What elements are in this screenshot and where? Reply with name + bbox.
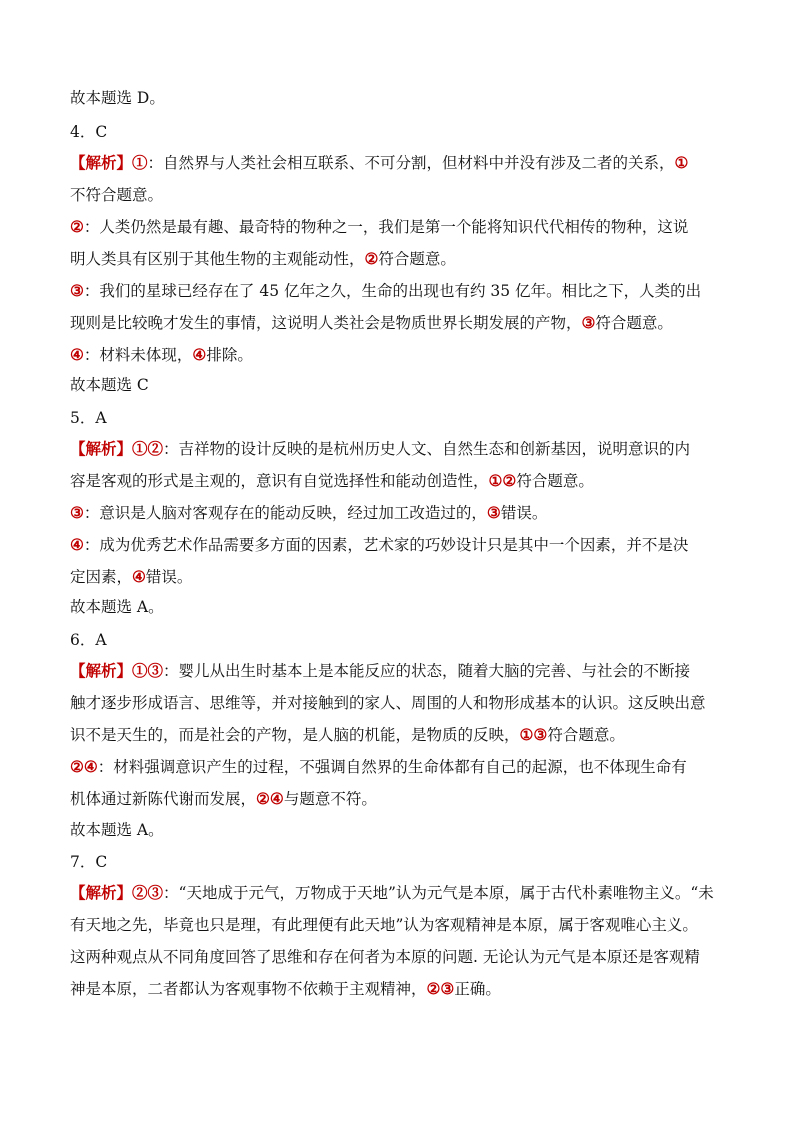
text-line <box>70 313 730 333</box>
text-run: 识不是天生的，而是社会的产物，是人脑的机能，是物质的反映， <box>70 726 520 744</box>
text-run: ：“天地成于元气，万物成于天地”认为元气是本原，属于古代朴素唯物主义。“未 <box>163 884 714 902</box>
text-run: 有天地之先，毕竟也只是理，有此理便有此天地”认为客观精神是本原，属于客观唯心主义。 <box>70 916 698 934</box>
option-number: ③ <box>581 313 596 332</box>
text-run: 这两种观点从不同角度回答了思维和存在何者为本原的问题. 无论认为元气是本原还是客观精 <box>70 948 700 966</box>
text-run: 故本题选 A。 <box>70 598 164 616</box>
text-run: 4．C <box>70 123 108 141</box>
option-number: ③ <box>486 503 501 522</box>
option-number: ④ <box>192 345 207 364</box>
text-run: ：我们的星球已经存在了 45 亿年之久，生命的出现也有约 35 亿年。相比之下，人类的出 <box>83 282 702 300</box>
option-number: ① <box>674 153 689 172</box>
text-run: ：成为优秀艺术作品需要多方面的因素，艺术家的巧妙设计只是其中一个因素，并不是决 <box>83 536 689 554</box>
text-line <box>70 852 730 872</box>
text-run: 容是客观的形式是主观的，意识有自觉选择性和能动创造性， <box>70 472 489 490</box>
text-run: ：材料未体现， <box>83 346 193 364</box>
text-run: 神是本原，二者都认为客观事物不依赖于主观精神， <box>70 980 427 998</box>
text-line <box>70 249 730 269</box>
text-line <box>70 375 730 395</box>
text-line <box>70 281 730 301</box>
text-line <box>70 947 730 967</box>
text-run: 错误。 <box>145 568 193 586</box>
option-number: ③ <box>70 281 84 300</box>
option-number: ④ <box>132 567 146 586</box>
text-line <box>70 535 730 555</box>
option-number: ③ <box>70 503 84 522</box>
text-run: 不符合题意。 <box>70 186 164 204</box>
text-line <box>70 725 730 745</box>
text-line <box>70 820 730 840</box>
text-run: 6．A <box>70 631 107 649</box>
option-number: ④ <box>70 345 84 364</box>
option-number: ②④ <box>70 757 98 776</box>
option-number: ① <box>132 153 148 172</box>
text-run: 触才逐步形成语言、思维等，并对接触到的家人、周围的人和物形成基本的认识。这反映出意 <box>70 694 706 712</box>
text-run: 定因素， <box>70 568 133 586</box>
text-run: 明人类具有区别于其他生物的主观能动性， <box>70 250 365 268</box>
analysis-tag: 【解析】 <box>70 439 133 458</box>
text-line <box>70 345 730 365</box>
text-run: 故本题选 C <box>70 376 149 394</box>
text-run: 7．C <box>70 853 108 871</box>
text-line <box>70 757 730 777</box>
option-number: ④ <box>70 535 84 554</box>
text-line <box>70 217 730 237</box>
option-number: ①② <box>488 471 517 490</box>
text-line <box>70 408 730 428</box>
text-line <box>70 122 730 142</box>
text-run: 排除。 <box>206 346 253 364</box>
text-run: ：人类仍然是最有趣、最奇特的物种之一，我们是第一个能将知识代代相传的物种，这说 <box>83 218 689 236</box>
text-line <box>70 883 730 903</box>
text-run: 符合题意。 <box>378 250 456 268</box>
text-line <box>70 661 730 681</box>
option-number: ①③ <box>519 725 548 744</box>
text-line <box>70 439 730 459</box>
text-line <box>70 915 730 935</box>
analysis-tag: 【解析】 <box>70 153 133 172</box>
text-run: 5．A <box>70 409 107 427</box>
text-run: ：材料强调意识产生的过程，不强调自然界的生命体都有自己的起源，也不体现生命有 <box>97 758 687 776</box>
text-line <box>70 503 730 523</box>
analysis-tag: 【解析】 <box>70 883 133 902</box>
text-run: 故本题选 A。 <box>70 821 164 839</box>
text-line <box>70 88 730 108</box>
text-run: ：婴儿从出生时基本上是本能反应的状态，随着大脑的完善、与社会的不断接 <box>163 662 691 680</box>
text-run: ：吉祥物的设计反映的是杭州历史人文、自然生态和创新基因，说明意识的内 <box>163 440 691 458</box>
option-number: ② <box>70 217 84 236</box>
option-number: ② <box>364 249 379 268</box>
text-run: 符合题意。 <box>595 314 673 332</box>
text-run: 符合题意。 <box>547 726 625 744</box>
text-line <box>70 185 730 205</box>
text-line <box>70 597 730 617</box>
text-run: 故本题选 D。 <box>70 89 165 107</box>
text-run: ：自然界与人类社会相互联系、不可分割，但材料中并没有涉及二者的关系， <box>147 154 675 172</box>
text-line <box>70 153 730 173</box>
text-run: 正确。 <box>454 980 501 998</box>
text-line <box>70 979 730 999</box>
text-run: ：意识是人脑对客观存在的能动反映，经过加工改造过的， <box>83 504 487 522</box>
option-number: ②③ <box>132 883 164 902</box>
text-line <box>70 471 730 491</box>
option-number: ②④ <box>256 789 284 808</box>
text-run: 现则是比较晚才发生的事情，这说明人类社会是物质世界长期发展的产物， <box>70 314 582 332</box>
text-line <box>70 567 730 587</box>
text-run: 机体通过新陈代谢而发展， <box>70 790 257 808</box>
analysis-tag: 【解析】 <box>70 661 133 680</box>
text-run: 符合题意。 <box>516 472 594 490</box>
text-line <box>70 693 730 713</box>
option-number: ①③ <box>132 661 164 680</box>
text-line <box>70 789 730 809</box>
option-number: ②③ <box>426 979 455 998</box>
text-run: 错误。 <box>500 504 548 522</box>
option-number: ①② <box>132 439 164 458</box>
text-run: 与题意不符。 <box>283 790 377 808</box>
text-line <box>70 630 730 650</box>
